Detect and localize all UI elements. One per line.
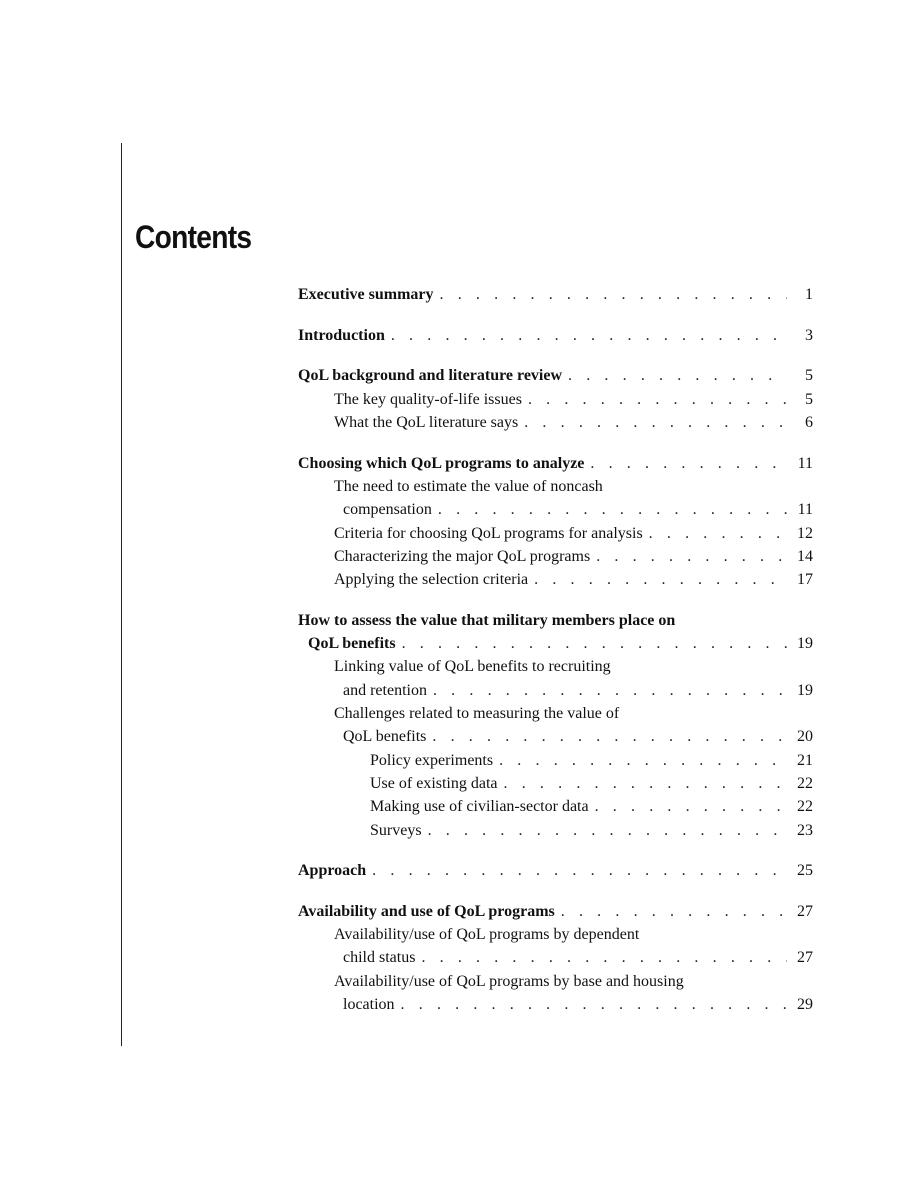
toc-entry-page: 3 bbox=[805, 326, 813, 344]
toc-entry-challenges-line1[interactable]: Challenges related to measuring the value of bbox=[334, 705, 620, 723]
toc-entry-dependent-line1[interactable]: Availability/use of QoL programs by dependent bbox=[334, 926, 640, 944]
toc-entry-introduction[interactable] bbox=[298, 324, 813, 347]
dot-leader bbox=[561, 900, 787, 923]
dot-leader bbox=[402, 632, 787, 655]
toc-section-approach bbox=[298, 859, 813, 882]
toc-entry-base-housing-line1[interactable]: Availability/use of QoL programs by base and housing bbox=[334, 972, 684, 990]
toc-entry-title: Characterizing the major QoL programs bbox=[334, 547, 591, 565]
toc-entry-page: 11 bbox=[797, 501, 813, 519]
toc-entry-page: 12 bbox=[797, 524, 813, 542]
toc-entry-title: Approach bbox=[298, 862, 367, 880]
dot-leader bbox=[438, 498, 787, 521]
toc-entry-surveys[interactable] bbox=[298, 819, 813, 842]
toc-entry-choosing-programs[interactable] bbox=[298, 452, 813, 475]
toc-entry-page: 19 bbox=[797, 635, 813, 653]
toc-entry-noncash-line1[interactable]: The need to estimate the value of noncash bbox=[334, 477, 603, 495]
toc-section-availability bbox=[298, 900, 813, 1016]
toc-entry-page: 1 bbox=[805, 286, 813, 303]
toc-entry-title: Applying the selection criteria bbox=[334, 571, 529, 589]
toc-section-choosing-programs bbox=[298, 452, 813, 592]
dot-leader bbox=[528, 388, 787, 411]
toc-entry-qol-literature[interactable] bbox=[298, 411, 813, 434]
toc-entry-policy-experiments[interactable] bbox=[298, 749, 813, 772]
toc-entry-how-to-assess-line1[interactable]: How to assess the value that military members place on bbox=[298, 611, 676, 629]
dot-leader bbox=[596, 545, 787, 568]
dot-leader bbox=[428, 819, 787, 842]
dot-leader bbox=[432, 725, 787, 748]
dot-leader bbox=[568, 364, 787, 387]
table-of-contents bbox=[298, 283, 813, 1034]
dot-leader bbox=[499, 749, 787, 772]
toc-entry-characterizing[interactable] bbox=[298, 545, 813, 568]
toc-entry-availability[interactable] bbox=[298, 900, 813, 923]
toc-entry-page: 17 bbox=[797, 571, 813, 589]
toc-entry-how-to-assess[interactable] bbox=[298, 632, 813, 655]
toc-entry-applying-criteria[interactable] bbox=[298, 568, 813, 591]
dot-leader bbox=[534, 568, 787, 591]
dot-leader bbox=[433, 679, 787, 702]
toc-entry-page: 14 bbox=[797, 547, 813, 565]
toc-entry-title: The key quality-of-life issues bbox=[334, 390, 522, 408]
toc-section-executive-summary bbox=[298, 283, 813, 306]
toc-entry-title: child status bbox=[343, 949, 416, 967]
toc-entry-title: QoL benefits bbox=[343, 728, 427, 746]
toc-entry-page: 25 bbox=[797, 862, 813, 880]
toc-entry-title: Criteria for choosing QoL programs for analysis bbox=[334, 524, 643, 542]
toc-entry-dependent-child-status[interactable] bbox=[298, 946, 813, 969]
toc-entry-title: location bbox=[343, 996, 395, 1014]
toc-entry-page: 6 bbox=[805, 413, 813, 431]
toc-entry-key-qol-issues[interactable] bbox=[298, 388, 813, 411]
toc-entry-title: Executive summary bbox=[298, 286, 434, 303]
toc-section-how-to-assess bbox=[298, 609, 813, 842]
toc-entry-page: 11 bbox=[797, 454, 813, 472]
toc-entry-page: 22 bbox=[797, 798, 813, 816]
toc-entry-page: 5 bbox=[805, 390, 813, 408]
toc-entry-title: What the QoL literature says bbox=[334, 413, 519, 431]
toc-entry-title: and retention bbox=[343, 681, 427, 699]
toc-entry-linking[interactable] bbox=[298, 679, 813, 702]
toc-entry-existing-data[interactable] bbox=[298, 772, 813, 795]
page-title: Contents bbox=[135, 219, 252, 255]
toc-entry-page: 5 bbox=[805, 367, 813, 385]
dot-leader bbox=[401, 993, 787, 1016]
dot-leader bbox=[590, 452, 787, 475]
toc-entry-page: 27 bbox=[797, 949, 813, 967]
toc-entry-noncash-compensation[interactable] bbox=[298, 498, 813, 521]
toc-entry-base-housing-location[interactable] bbox=[298, 993, 813, 1016]
toc-entry-page: 23 bbox=[797, 821, 813, 839]
toc-entry-title: Introduction bbox=[298, 326, 385, 344]
toc-entry-approach[interactable] bbox=[298, 859, 813, 882]
dot-leader bbox=[421, 946, 787, 969]
toc-entry-page: 22 bbox=[797, 774, 813, 792]
toc-entry-linking-line1[interactable]: Linking value of QoL benefits to recruiting bbox=[334, 658, 611, 676]
toc-entry-title: QoL background and literature review bbox=[298, 367, 563, 385]
toc-entry-title: Choosing which QoL programs to analyze bbox=[298, 454, 585, 472]
toc-entry-executive-summary[interactable] bbox=[298, 283, 813, 306]
toc-entry-page: 21 bbox=[797, 751, 813, 769]
toc-entry-page: 19 bbox=[797, 681, 813, 699]
dot-leader bbox=[504, 772, 787, 795]
dot-leader bbox=[440, 283, 787, 306]
toc-entry-criteria[interactable] bbox=[298, 522, 813, 545]
dot-leader bbox=[391, 324, 787, 347]
dot-leader bbox=[595, 795, 787, 818]
margin-rule bbox=[121, 143, 122, 1046]
toc-entry-title: Use of existing data bbox=[370, 774, 498, 792]
dot-leader bbox=[372, 859, 787, 882]
toc-entry-page: 20 bbox=[797, 728, 813, 746]
toc-entry-challenges[interactable] bbox=[298, 725, 813, 748]
toc-section-introduction bbox=[298, 324, 813, 347]
toc-entry-page: 29 bbox=[797, 996, 813, 1014]
toc-entry-civilian-data[interactable] bbox=[298, 795, 813, 818]
toc-entry-title: Making use of civilian-sector data bbox=[370, 798, 589, 816]
dot-leader bbox=[649, 522, 787, 545]
toc-entry-title: Policy experiments bbox=[370, 751, 494, 769]
toc-entry-page: 27 bbox=[797, 902, 813, 920]
toc-entry-title: QoL benefits bbox=[308, 635, 396, 653]
toc-section-qol-background bbox=[298, 364, 813, 434]
toc-entry-title: Surveys bbox=[370, 821, 422, 839]
dot-leader bbox=[524, 411, 787, 434]
toc-entry-title: compensation bbox=[343, 501, 432, 519]
toc-entry-title: Availability and use of QoL programs bbox=[298, 902, 555, 920]
toc-entry-qol-background[interactable] bbox=[298, 364, 813, 387]
